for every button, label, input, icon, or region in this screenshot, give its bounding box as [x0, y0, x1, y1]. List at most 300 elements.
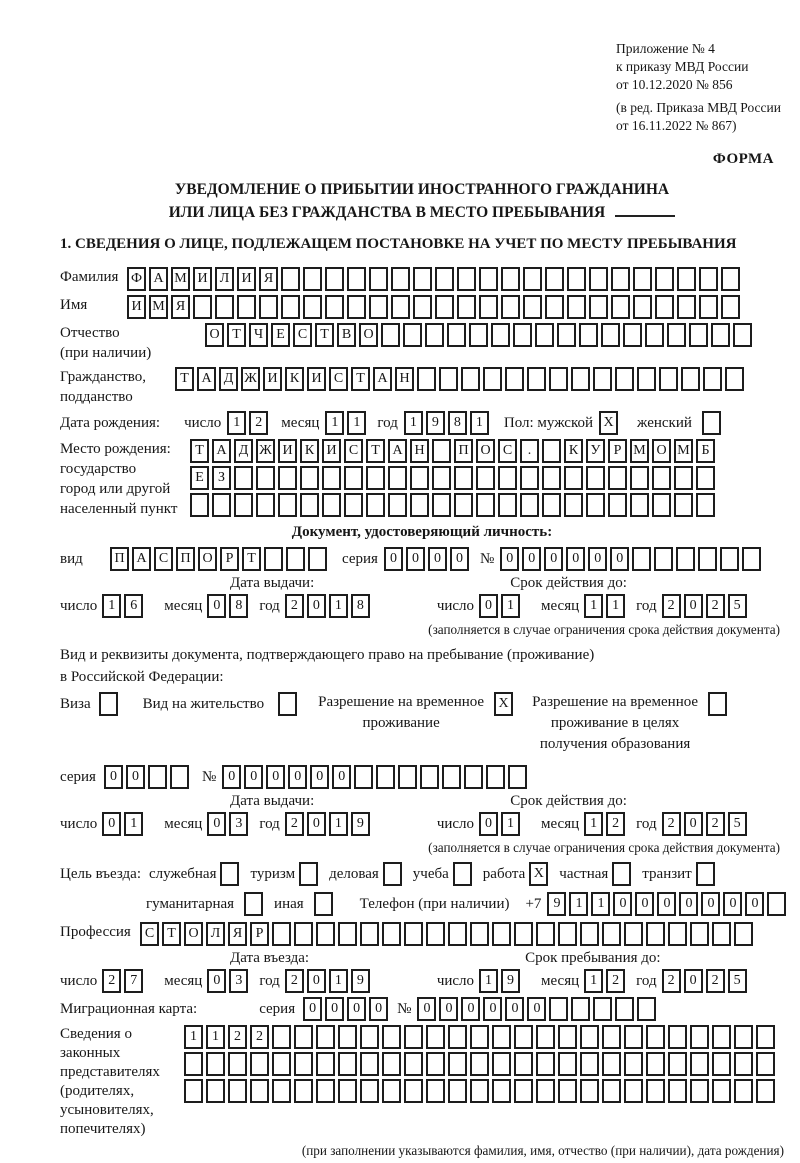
char-box[interactable]: 0 [588, 547, 607, 571]
char-box[interactable] [720, 547, 739, 571]
char-box[interactable] [294, 1025, 313, 1049]
char-box[interactable]: 8 [351, 594, 370, 618]
char-box[interactable] [453, 862, 472, 886]
char-box[interactable]: П [110, 547, 129, 571]
char-box[interactable] [464, 765, 483, 789]
char-box[interactable] [470, 1052, 489, 1076]
char-box[interactable]: 2 [285, 969, 304, 993]
char-box[interactable]: 0 [417, 997, 436, 1021]
char-box[interactable] [674, 466, 693, 490]
char-box[interactable] [256, 493, 275, 517]
char-box[interactable] [690, 922, 709, 946]
char-box[interactable] [483, 367, 502, 391]
char-box[interactable] [250, 1052, 269, 1076]
char-box[interactable]: 2 [662, 812, 681, 836]
char-box[interactable]: 1 [569, 892, 588, 916]
char-box[interactable]: Я [171, 295, 190, 319]
char-box[interactable] [646, 1025, 665, 1049]
char-box[interactable]: 0 [613, 892, 632, 916]
char-box[interactable]: X [529, 862, 548, 886]
char-box[interactable] [702, 411, 721, 435]
char-box[interactable] [237, 295, 256, 319]
char-box[interactable] [360, 1079, 379, 1103]
char-box[interactable]: 9 [501, 969, 520, 993]
char-box[interactable] [492, 1052, 511, 1076]
char-box[interactable] [479, 295, 498, 319]
char-box[interactable] [360, 922, 379, 946]
char-box[interactable]: М [630, 439, 649, 463]
char-box[interactable] [442, 765, 461, 789]
char-box[interactable]: 0 [244, 765, 263, 789]
char-box[interactable] [206, 1052, 225, 1076]
char-box[interactable]: А [388, 439, 407, 463]
char-box[interactable] [655, 267, 674, 291]
char-box[interactable]: 5 [728, 812, 747, 836]
char-box[interactable]: 0 [745, 892, 764, 916]
char-box[interactable] [624, 1079, 643, 1103]
char-box[interactable]: Н [410, 439, 429, 463]
char-box[interactable]: 1 [124, 812, 143, 836]
char-box[interactable]: 0 [310, 765, 329, 789]
char-box[interactable] [281, 295, 300, 319]
char-box[interactable] [426, 922, 445, 946]
char-box[interactable] [369, 295, 388, 319]
char-box[interactable] [558, 1025, 577, 1049]
char-box[interactable] [536, 922, 555, 946]
char-box[interactable] [492, 922, 511, 946]
char-box[interactable] [501, 295, 520, 319]
char-box[interactable]: 0 [104, 765, 123, 789]
char-box[interactable] [542, 493, 561, 517]
char-box[interactable] [712, 922, 731, 946]
char-box[interactable] [611, 267, 630, 291]
char-box[interactable] [734, 922, 753, 946]
char-box[interactable] [272, 922, 291, 946]
char-box[interactable] [457, 267, 476, 291]
char-box[interactable] [281, 267, 300, 291]
char-box[interactable]: З [212, 466, 231, 490]
char-box[interactable] [721, 267, 740, 291]
char-box[interactable] [734, 1025, 753, 1049]
char-box[interactable]: 0 [505, 997, 524, 1021]
char-box[interactable] [404, 1025, 423, 1049]
char-box[interactable] [432, 439, 451, 463]
char-box[interactable]: 1 [584, 594, 603, 618]
char-box[interactable]: С [498, 439, 517, 463]
char-box[interactable]: Р [608, 439, 627, 463]
char-box[interactable]: И [237, 267, 256, 291]
char-box[interactable]: Т [175, 367, 194, 391]
char-box[interactable]: 1 [584, 812, 603, 836]
char-box[interactable]: Т [227, 323, 246, 347]
char-box[interactable]: 1 [102, 594, 121, 618]
char-box[interactable]: 1 [329, 812, 348, 836]
char-box[interactable] [708, 692, 727, 716]
char-box[interactable] [300, 493, 319, 517]
char-box[interactable]: 0 [450, 547, 469, 571]
char-box[interactable] [593, 997, 612, 1021]
char-box[interactable]: Т [366, 439, 385, 463]
char-box[interactable] [677, 267, 696, 291]
char-box[interactable]: Я [228, 922, 247, 946]
char-box[interactable] [725, 367, 744, 391]
char-box[interactable]: 2 [250, 1025, 269, 1049]
char-box[interactable] [608, 493, 627, 517]
char-box[interactable] [652, 466, 671, 490]
char-box[interactable]: 0 [369, 997, 388, 1021]
char-box[interactable] [734, 1052, 753, 1076]
char-box[interactable] [564, 466, 583, 490]
char-box[interactable] [184, 1052, 203, 1076]
char-box[interactable] [699, 295, 718, 319]
char-box[interactable]: И [307, 367, 326, 391]
char-box[interactable] [630, 466, 649, 490]
char-box[interactable]: 0 [406, 547, 425, 571]
char-box[interactable] [567, 267, 586, 291]
char-box[interactable]: 0 [332, 765, 351, 789]
char-box[interactable]: 9 [351, 812, 370, 836]
char-box[interactable] [623, 323, 642, 347]
char-box[interactable] [426, 1052, 445, 1076]
char-box[interactable]: О [652, 439, 671, 463]
char-box[interactable] [567, 295, 586, 319]
char-box[interactable] [391, 267, 410, 291]
char-box[interactable]: 0 [307, 969, 326, 993]
char-box[interactable] [294, 922, 313, 946]
char-box[interactable] [668, 1079, 687, 1103]
char-box[interactable]: 0 [701, 892, 720, 916]
char-box[interactable]: Е [271, 323, 290, 347]
char-box[interactable] [404, 1079, 423, 1103]
char-box[interactable]: С [140, 922, 159, 946]
char-box[interactable] [404, 922, 423, 946]
char-box[interactable]: К [300, 439, 319, 463]
char-box[interactable] [637, 367, 656, 391]
char-box[interactable]: О [205, 323, 224, 347]
char-box[interactable] [586, 466, 605, 490]
char-box[interactable]: 1 [606, 594, 625, 618]
char-box[interactable] [193, 295, 212, 319]
char-box[interactable] [498, 466, 517, 490]
char-box[interactable] [580, 1079, 599, 1103]
char-box[interactable] [228, 1079, 247, 1103]
char-box[interactable] [536, 1052, 555, 1076]
char-box[interactable]: Р [220, 547, 239, 571]
char-box[interactable] [637, 997, 656, 1021]
char-box[interactable] [417, 367, 436, 391]
char-box[interactable]: 0 [479, 594, 498, 618]
char-box[interactable] [413, 267, 432, 291]
char-box[interactable]: 0 [288, 765, 307, 789]
char-box[interactable] [259, 295, 278, 319]
char-box[interactable]: 1 [501, 812, 520, 836]
char-box[interactable]: 2 [228, 1025, 247, 1049]
char-box[interactable] [667, 323, 686, 347]
char-box[interactable]: 0 [461, 997, 480, 1021]
char-box[interactable] [322, 493, 341, 517]
char-box[interactable]: 1 [591, 892, 610, 916]
char-box[interactable] [170, 765, 189, 789]
char-box[interactable] [299, 862, 318, 886]
char-box[interactable]: 3 [229, 812, 248, 836]
char-box[interactable] [608, 466, 627, 490]
char-box[interactable] [286, 547, 305, 571]
char-box[interactable]: 2 [285, 594, 304, 618]
char-box[interactable]: У [586, 439, 605, 463]
char-box[interactable] [476, 493, 495, 517]
char-box[interactable] [388, 466, 407, 490]
char-box[interactable] [602, 1025, 621, 1049]
char-box[interactable]: 7 [124, 969, 143, 993]
char-box[interactable]: 2 [102, 969, 121, 993]
char-box[interactable]: Т [162, 922, 181, 946]
char-box[interactable] [278, 493, 297, 517]
char-box[interactable] [696, 862, 715, 886]
char-box[interactable]: 2 [606, 969, 625, 993]
char-box[interactable]: 0 [684, 969, 703, 993]
char-box[interactable]: 1 [329, 969, 348, 993]
char-box[interactable] [558, 1052, 577, 1076]
char-box[interactable]: 0 [723, 892, 742, 916]
char-box[interactable] [677, 295, 696, 319]
char-box[interactable] [264, 547, 283, 571]
char-box[interactable] [190, 493, 209, 517]
char-box[interactable] [646, 1052, 665, 1076]
char-box[interactable] [435, 295, 454, 319]
char-box[interactable] [513, 323, 532, 347]
char-box[interactable] [448, 1079, 467, 1103]
char-box[interactable] [470, 1025, 489, 1049]
char-box[interactable]: К [564, 439, 583, 463]
char-box[interactable]: О [184, 922, 203, 946]
char-box[interactable]: 1 [479, 969, 498, 993]
char-box[interactable] [549, 367, 568, 391]
char-box[interactable] [413, 295, 432, 319]
char-box[interactable] [244, 892, 263, 916]
char-box[interactable] [514, 922, 533, 946]
char-box[interactable] [325, 295, 344, 319]
char-box[interactable]: Л [215, 267, 234, 291]
char-box[interactable]: М [674, 439, 693, 463]
char-box[interactable] [347, 295, 366, 319]
char-box[interactable]: Н [395, 367, 414, 391]
char-box[interactable] [734, 1079, 753, 1103]
char-box[interactable] [338, 1079, 357, 1103]
char-box[interactable] [624, 922, 643, 946]
char-box[interactable] [633, 267, 652, 291]
char-box[interactable]: 1 [470, 411, 489, 435]
char-box[interactable]: С [154, 547, 173, 571]
char-box[interactable]: Я [259, 267, 278, 291]
char-box[interactable]: 0 [126, 765, 145, 789]
char-box[interactable] [690, 1025, 709, 1049]
char-box[interactable] [486, 765, 505, 789]
char-box[interactable] [646, 922, 665, 946]
char-box[interactable] [303, 295, 322, 319]
char-box[interactable] [571, 997, 590, 1021]
char-box[interactable]: П [176, 547, 195, 571]
char-box[interactable] [184, 1079, 203, 1103]
char-box[interactable]: 0 [684, 594, 703, 618]
char-box[interactable] [426, 1079, 445, 1103]
char-box[interactable]: И [322, 439, 341, 463]
char-box[interactable]: 1 [501, 594, 520, 618]
char-box[interactable] [612, 862, 631, 886]
char-box[interactable] [256, 466, 275, 490]
char-box[interactable] [712, 1079, 731, 1103]
char-box[interactable] [360, 1025, 379, 1049]
char-box[interactable]: А [149, 267, 168, 291]
char-box[interactable] [520, 466, 539, 490]
char-box[interactable] [545, 267, 564, 291]
char-box[interactable] [338, 1025, 357, 1049]
char-box[interactable] [668, 1025, 687, 1049]
char-box[interactable]: 0 [522, 547, 541, 571]
char-box[interactable] [206, 1079, 225, 1103]
char-box[interactable]: 0 [102, 812, 121, 836]
char-box[interactable]: К [285, 367, 304, 391]
char-box[interactable]: П [454, 439, 473, 463]
char-box[interactable]: 1 [584, 969, 603, 993]
char-box[interactable] [250, 1079, 269, 1103]
char-box[interactable] [476, 466, 495, 490]
char-box[interactable] [492, 1025, 511, 1049]
char-box[interactable]: И [193, 267, 212, 291]
char-box[interactable] [366, 493, 385, 517]
char-box[interactable] [316, 922, 335, 946]
char-box[interactable] [668, 922, 687, 946]
char-box[interactable] [448, 1025, 467, 1049]
char-box[interactable]: 9 [547, 892, 566, 916]
char-box[interactable]: 9 [426, 411, 445, 435]
char-box[interactable]: 1 [184, 1025, 203, 1049]
char-box[interactable] [545, 295, 564, 319]
char-box[interactable] [542, 439, 561, 463]
char-box[interactable] [523, 267, 542, 291]
char-box[interactable] [215, 295, 234, 319]
char-box[interactable] [542, 466, 561, 490]
char-box[interactable] [272, 1052, 291, 1076]
char-box[interactable] [410, 466, 429, 490]
char-box[interactable] [383, 862, 402, 886]
char-box[interactable] [435, 267, 454, 291]
char-box[interactable] [344, 466, 363, 490]
char-box[interactable]: 2 [706, 812, 725, 836]
char-box[interactable] [294, 1052, 313, 1076]
char-box[interactable] [580, 1025, 599, 1049]
char-box[interactable] [278, 692, 297, 716]
char-box[interactable] [711, 323, 730, 347]
char-box[interactable] [388, 493, 407, 517]
char-box[interactable]: О [476, 439, 495, 463]
char-box[interactable] [432, 466, 451, 490]
char-box[interactable] [448, 922, 467, 946]
char-box[interactable] [508, 765, 527, 789]
char-box[interactable] [514, 1025, 533, 1049]
char-box[interactable]: А [373, 367, 392, 391]
char-box[interactable]: А [197, 367, 216, 391]
char-box[interactable]: 0 [500, 547, 519, 571]
char-box[interactable] [404, 1052, 423, 1076]
char-box[interactable] [624, 1052, 643, 1076]
char-box[interactable] [316, 1052, 335, 1076]
char-box[interactable]: 9 [351, 969, 370, 993]
char-box[interactable] [698, 547, 717, 571]
char-box[interactable] [382, 922, 401, 946]
char-box[interactable] [536, 1025, 555, 1049]
char-box[interactable]: Т [242, 547, 261, 571]
char-box[interactable]: 0 [307, 812, 326, 836]
char-box[interactable] [369, 267, 388, 291]
char-box[interactable] [624, 1025, 643, 1049]
char-box[interactable]: С [293, 323, 312, 347]
char-box[interactable] [303, 267, 322, 291]
char-box[interactable]: А [132, 547, 151, 571]
char-box[interactable] [602, 1079, 621, 1103]
char-box[interactable] [674, 493, 693, 517]
char-box[interactable] [505, 367, 524, 391]
char-box[interactable] [733, 323, 752, 347]
char-box[interactable] [454, 493, 473, 517]
char-box[interactable]: X [494, 692, 513, 716]
char-box[interactable] [354, 765, 373, 789]
char-box[interactable] [439, 367, 458, 391]
char-box[interactable] [420, 765, 439, 789]
char-box[interactable] [602, 1052, 621, 1076]
char-box[interactable]: 5 [728, 594, 747, 618]
char-box[interactable] [148, 765, 167, 789]
char-box[interactable] [479, 267, 498, 291]
char-box[interactable]: 0 [428, 547, 447, 571]
char-box[interactable] [536, 1079, 555, 1103]
char-box[interactable] [699, 267, 718, 291]
char-box[interactable]: 0 [207, 969, 226, 993]
char-box[interactable] [645, 323, 664, 347]
char-box[interactable]: О [198, 547, 217, 571]
char-box[interactable] [690, 1079, 709, 1103]
char-box[interactable]: С [329, 367, 348, 391]
char-box[interactable] [712, 1025, 731, 1049]
char-box[interactable]: 2 [662, 594, 681, 618]
char-box[interactable]: 5 [728, 969, 747, 993]
char-box[interactable]: 1 [404, 411, 423, 435]
char-box[interactable] [469, 323, 488, 347]
char-box[interactable]: 0 [684, 812, 703, 836]
char-box[interactable]: М [171, 267, 190, 291]
char-box[interactable]: 0 [610, 547, 629, 571]
char-box[interactable]: 0 [439, 997, 458, 1021]
char-box[interactable] [514, 1052, 533, 1076]
char-box[interactable] [696, 493, 715, 517]
char-box[interactable]: Д [219, 367, 238, 391]
char-box[interactable] [580, 922, 599, 946]
char-box[interactable] [300, 466, 319, 490]
char-box[interactable]: Т [190, 439, 209, 463]
char-box[interactable]: 0 [544, 547, 563, 571]
char-box[interactable]: Л [206, 922, 225, 946]
char-box[interactable] [601, 323, 620, 347]
char-box[interactable] [492, 1079, 511, 1103]
char-box[interactable] [571, 367, 590, 391]
char-box[interactable] [447, 323, 466, 347]
char-box[interactable]: Д [234, 439, 253, 463]
char-box[interactable] [316, 1079, 335, 1103]
char-box[interactable] [633, 295, 652, 319]
char-box[interactable]: 0 [222, 765, 241, 789]
char-box[interactable] [535, 323, 554, 347]
char-box[interactable]: X [599, 411, 618, 435]
char-box[interactable]: 0 [303, 997, 322, 1021]
